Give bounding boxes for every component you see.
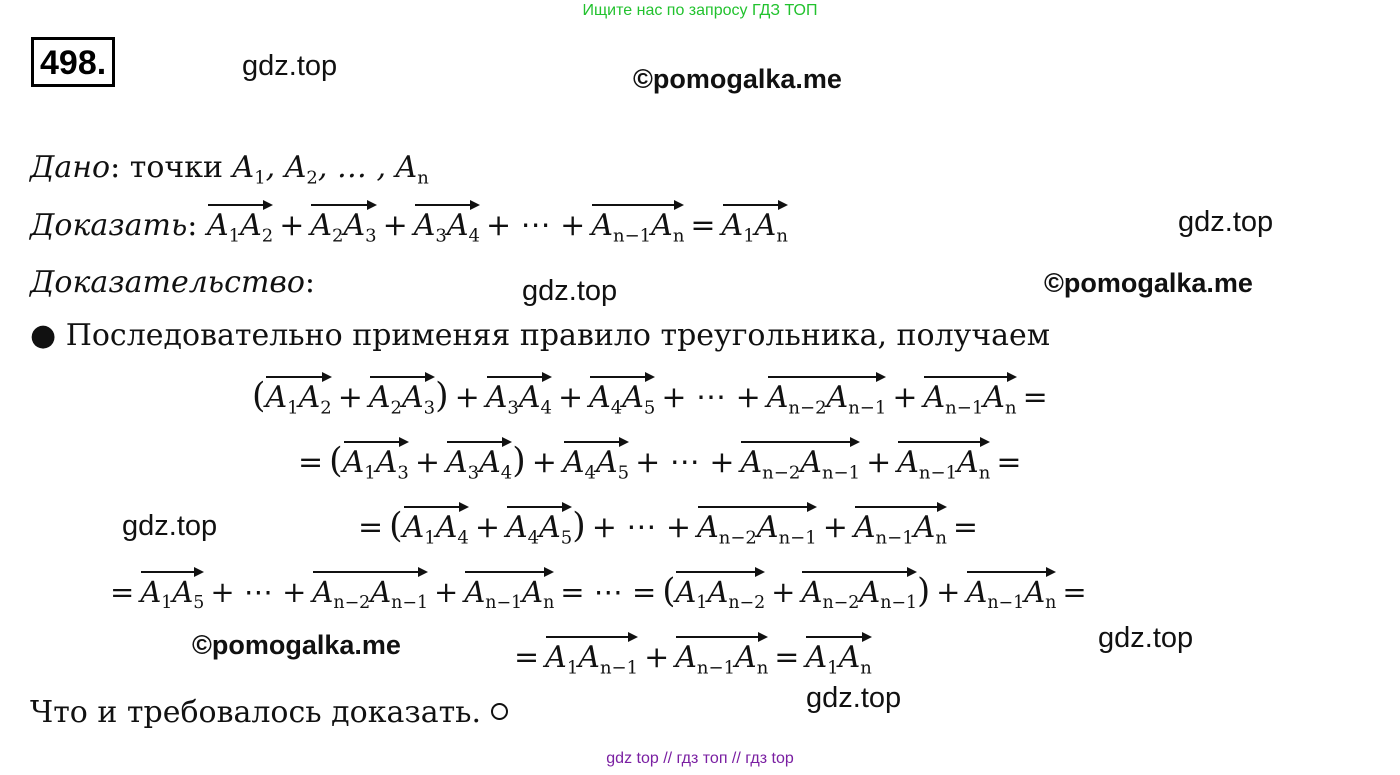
equation-line-4: = $A_1A_5$ + ⋯ + $A_{n-2}A_{n-1} + A_{n-1}A_n$ = ⋯ = $(A_1A_{n-2} + A_{n-2}A_{n-1}) + A_{n-1}A_n$ = xyxy=(104,567,1093,610)
problem-number: 498. xyxy=(31,37,115,87)
proof-sep: : xyxy=(304,265,316,300)
watermark-copyright: ©pomogalka.me xyxy=(192,630,401,660)
watermark-gdz: gdz.top xyxy=(522,275,618,307)
watermark-copyright: ©pomogalka.me xyxy=(1044,268,1253,298)
proof-line xyxy=(30,265,315,300)
watermark-gdz: gdz.top xyxy=(806,682,902,714)
watermark-gdz: gdz.top xyxy=(122,510,218,542)
equation-line-2: = $(A_1A_3 + A_3A_4) + A_4A_5$ + ⋯ + $A_{n-2}A_{n-1} + A_{n-1}A_n$ = xyxy=(292,437,1027,481)
points-list: $A_1$, $A_2$, … , $A_n$ xyxy=(232,150,429,189)
given-text: : точки xyxy=(110,150,233,185)
equation-line-5: = $A_1A_{n-1} + A_{n-1}A_n = A_1A_n$ xyxy=(508,632,872,675)
prove-line xyxy=(30,200,788,247)
watermark-gdz: gdz.top xyxy=(1098,622,1194,654)
equation-line-3: = $(A_1A_4 + A_4A_5)$ + ⋯ + $A_{n-2}A_{n-1} + A_{n-1}A_n$ = xyxy=(352,502,984,546)
given-line xyxy=(30,150,429,189)
prove-label: Доказать xyxy=(30,208,188,243)
proof-statement: ● Последовательно применяя правило треугольника, получаем xyxy=(30,318,1051,353)
prove-formula: $A_1A_2 + A_2A_3 + A_3A_4$ + ⋯ + $A_{n-1}A_n = A_1A_n$ xyxy=(207,208,788,243)
watermark-gdz: gdz.top xyxy=(242,50,338,82)
end-of-proof-circle-icon xyxy=(491,703,508,720)
proof-label: Доказательство xyxy=(30,265,305,300)
watermark-copyright: ©pomogalka.me xyxy=(633,64,842,94)
watermark-gdz: gdz.top xyxy=(1178,206,1274,238)
footer-links: gdz top // гдз топ // гдз top xyxy=(606,750,794,767)
prove-sep: : xyxy=(187,208,207,243)
top-banner: Ищите нас по запросу ГДЗ ТОП xyxy=(582,2,818,19)
conclusion-text: Что и требовалось доказать. xyxy=(30,695,482,730)
given-label: Дано xyxy=(30,150,111,185)
conclusion-line xyxy=(30,695,508,730)
equation-line-1: $(A_1A_2 + A_2A_3) + A_3A_4 + A_4A_5$ + ⋯ + $A_{n-2}A_{n-1} + A_{n-1}A_n$ = xyxy=(252,372,1054,416)
